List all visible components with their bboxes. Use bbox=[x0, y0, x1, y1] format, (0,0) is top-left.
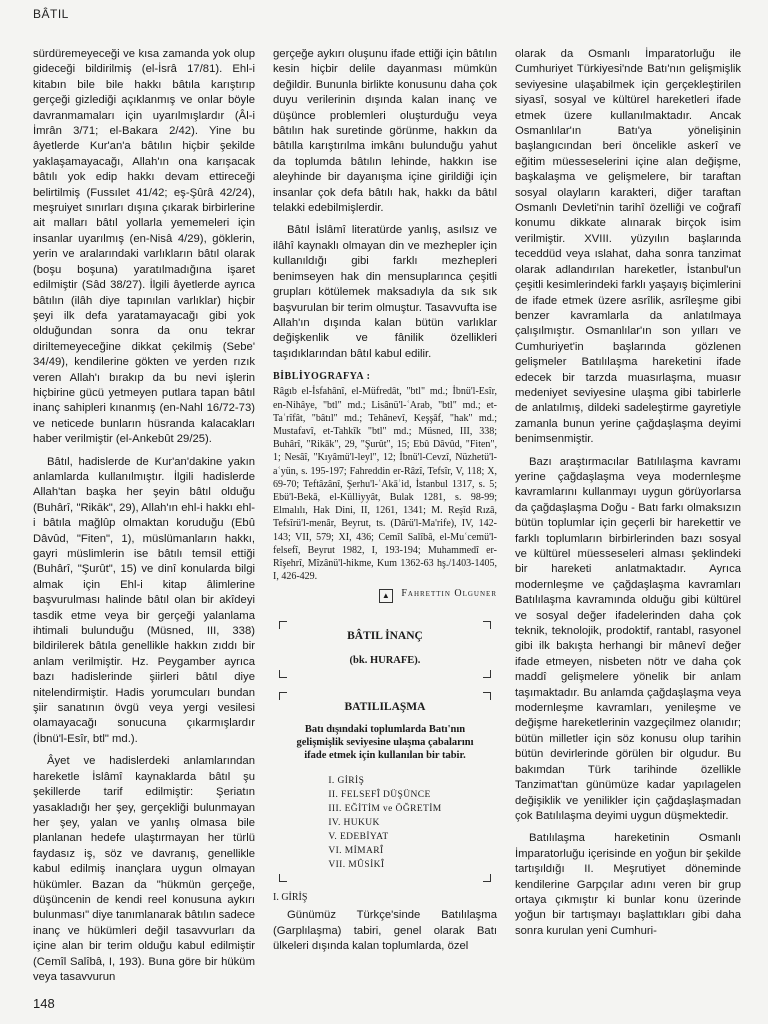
section-heading: I. GİRİŞ bbox=[273, 892, 308, 903]
entry-description: Batı dışındaki toplumlarda Batı'nın gelişmişlik seviyesine ulaşma çabalarını ifade etmek için kullanılan bir tabir. bbox=[296, 723, 474, 761]
column-middle bbox=[273, 47, 497, 955]
page-number: 148 bbox=[33, 996, 55, 1011]
toc-item: II. FELSEFÎ DÜŞÜNCE bbox=[328, 789, 431, 800]
entry-title: BÂTIL İNANÇ bbox=[347, 630, 423, 643]
entry-box-batililasma bbox=[279, 692, 491, 882]
encyclopedia-logo-icon: ▲ bbox=[379, 589, 393, 603]
paragraph: gerçeğe aykırı oluşunu ifade ettiği için bâtılın kesin hiçbir delile dayanması mümkün değildir. Bununla birlikte konusunu daha çok duyu verilerinin dışında kalan inanç ve düşünce problemleri oluşturduğu veya bâtılın hak suretinde görünme, hakkın da bâtılla karıştırılma imkânı bulunduğu yahut da toplumda bâtılın lehinde, hakkın ise aleyhinde bir dayanışma içine girildiği için insanlar çok defa bâtılı hak, hakkı da bâtıl telakki edebilmişlerdir. bbox=[273, 48, 497, 215]
entry-title: BATILILAŞMA bbox=[344, 701, 426, 714]
paragraph: Günümüz Türkçe'sinde Batılılaşma (Garplılaşma) tabiri, genel olarak Batı ülkeleri dışında kalan toplumlarda, özel bbox=[273, 909, 497, 953]
paragraph: Bâtıl, hadislerde de Kur'an'dakine yakın anlamlarda kullanılmıştır. İlgili hadislerde Allah'tan başka her şeyin bâtıl olduğu (Buhârî, "Rikāk", 29), Allah'ın ehl-i hakkı ehl-i bâtıla mağlûp olmaktan koruduğu (Ebû Dâvûd, "Fiten", 1), müslümanların hakkı, gayri müslimlerin ise bâtılı temsil ettiği (Buhârî, "Şurût", 15) ve dinî konularda bilgi almak için Ehl-i kitap âlimlerine başvurulması halinde bâtıl olan bir akîdeyi tasdik etme veya bir gerçeği yalanlama ihtimali bulunduğu (Müsned, III, 338) bildirilerek bâtıla genellikle hakkın zıddı bir anlam verilmiştir. Hz. Peygamber ayrıca bazı hadislerinde şiirleri bâtıl diye nitelendirmiştir. Hadis yorumcuları bundan şiir sanatının övgü veya yergi vesilesi olamayacağı sonucuna çıkarmışlardır (İbnü'l-Esîr, btl" md.). bbox=[33, 455, 255, 745]
toc-item: I. GİRİŞ bbox=[328, 775, 365, 786]
paragraph: Âyet ve hadislerdeki anlamlarından hareketle İslâmî kaynaklarda bâtıl şu şekillerde tarif edilmiştir: Şeriatın yasakladığı her şey, gerçekliği bulunmayan her şey, yalan ve yanlış olmasa bile planlanan hedefe ulaştırmayan her türlü faydasız iş, söz ve davranış, genellikle kabul edilmiş inançlara uygun olmayan hükümler. Bazan da "hükmün gerçeğe, düşüncenin de kendi reel konusuna aykırı bulunması" diye tanımlanarak bâtılın sadece inanç ve hükümleri değil tasavvurları da içine alan bir terim olduğu kabul edilmiştir (Cemîl Salîbâ, I, 193). Buna göre bir hüküm veya tasavvurun bbox=[33, 755, 255, 983]
column-right bbox=[515, 47, 741, 939]
running-head: BÂTIL bbox=[33, 7, 69, 21]
toc-item: III. EĞİTİM ve ÖĞRETİM bbox=[328, 803, 442, 814]
paragraph: Bazı araştırmacılar Batılılaşma kavramı yerine çağdaşlaşma veya modernleşme kavramlarını kullanmayı uygun görüyorlarsa da çağdaşlaşma Doğu - Batı farkı olmaksızın bütün toplumlar için geçerli bir harekettir ve farklı toplumların birbirlerinden bazı sosyal ve kültürel müesseseleri alması şeklindeki bir hareketi anlatmaktadır. Ayrıca modernleşme ve çağdaşlaşma kavramları Batılılaşma kavramında olduğu gibi kültürel ve sosyal değer ifadelerinden daha çok teknik, teknolojik, prodoktif, rantabl, rasyonel gibi ilk bakışta herhangi bir mânevî değer ifade etmeyen, nisbeten nötr ve daha çok maddî gelişmelere yönelik bir anlam taşımaktadır. Bu anlamda çağdaşlaşma veya modernleşme kavramları, yenileşme ve değişme hareketlerinin vazgeçilmez olanıdır; bütün milletler için söz konusu olup tarihin bütün devirlerinde görülen bir olgudur. Bu bakımdan Türk tarihinde özellikle Tanzimat'tan günümüze kadar yapılagelen değişiklik ve yenilikler için çağdaşlaşmadan çok Batılılaşma deyimi uygun düşmektedir. bbox=[515, 455, 741, 822]
column-left bbox=[33, 47, 255, 985]
bracket-corner bbox=[483, 670, 491, 678]
bibliography bbox=[273, 370, 497, 603]
table-of-contents bbox=[328, 774, 441, 872]
bracket-corner bbox=[279, 874, 287, 882]
paragraph: olarak da Osmanlı İmparatorluğu ile Cumhuriyet Türkiyesi'nde Batı'nın gelişmişlik seviyesine ulaşabilmek için gerçekleştirilen siyasî, sosyal ve kültürel hareketleri ifade etmek üzere kullanılmaktadır. Ancak Osmanlılar'ın Batı'ya yönelişinin başlangıcından beri öncelikle askerî ve eğitim müesseselerini içine alan değişme, başkalaşma ve gelişmelere, bir taraftan sosyal olayların karakteri, diğer taraftan Osmanlı Devleti'nin tarihî özelliği ve coğrafî konumu dikkate alınarak birçok isim verilmiştir. XVIII. yüzyılın başlarında teceddüd veya ıslahat, daha sonra tanzimat olarak adlandırılan hareketler, İstanbul'un çeşitli kesimlerindeki farklı yaşayış biçimlerini de ifade etmek üzere asrîlik, asrîleşme gibi benzer kavramlarla da anlatılmaya çalışılmıştır. Osmanlılar'ın son yılları ve Cumhuriyet'in başlarında gözlenen gelişmeler Batılılaşma hareketini ifade edecek bir tarzda muasırlaşma, muasır medeniyet seviyesine ulaşma gibi tabirlerle de anlatılmış, dildeki sadeleştirme gayretiyle zamanla bunun yerine çağdaşlaşma deyimi benimsenmiştir. bbox=[515, 48, 741, 446]
bibliography-title: BİBLİYOGRAFYA : bbox=[273, 371, 371, 383]
paragraph: Bâtıl İslâmî literatürde yanlış, asılsız ve ilâhî kaynaklı olmayan din ve mezhepler için kullanıldığı gibi farklı mezhepleri benimseyen hak din mensuplarınca çeşitli grupları kötülemek maksadıyla da sık sık başvurulan bir terim olmuştur. Tasavvufta ise Allah'ın dışında kalan bütün varlıklar değişkenlik ve fânilik özellikleri taşıdıklarından bâtıl kabul edilir. bbox=[273, 224, 497, 360]
toc-item: VII. MÛSİKÎ bbox=[328, 859, 385, 870]
toc-item: IV. HUKUK bbox=[328, 817, 380, 828]
paragraph: Batılılaşma hareketinin Osmanlı İmparatorluğu içerisinde en yoğun bir şekilde tartışıldığı II. Meşrutiyet döneminde kendilerine Garpçılar adını veren bir grup ortaya çıkmıştır ki bunlar konu üzerinde yoğun bir tartışmayı başlattıkları gibi daha sonra kurulan yeni Cumhuri- bbox=[515, 832, 741, 937]
toc-item: VI. MİMARÎ bbox=[328, 845, 384, 856]
bracket-corner bbox=[279, 692, 287, 700]
entry-box-batil-inanc bbox=[279, 621, 491, 678]
bracket-corner bbox=[483, 692, 491, 700]
bibliography-text: Râgıb el-İsfahânî, el-Müfredât, "btl" md.; İbnü'l-Esîr, en-Nihâye, "btl" md.; Lisânü'l-ʿArab, "btl" md.; et-Taʿrîfât, "bâtıl" md.; Tehânevî, Keşşâf, "hak" md.; Mustafavî, et-Tahkîk "btl" md.; Müsned, III, 338; Buhârî, "Rikāk", 29, "Şurût", 15; Ebû Dâvûd, "Fiten", 1; Nesâî, "Kıyâmü'l-leyl", 12; İbnü'l-Cevzî, Nüzhetü'l-aʿyün, s. 195-197; Fahreddin er-Râzî, Tefsîr, V, 118; X, 69-70; Teftâzânî, Şerhu'l-ʿAkāʾid, İstanbul 1317, s. 5; Ebü'l-Bekā, el-Külliyyât, Bulak 1281, s. 98-99; Elmalılı, Hak Dini, II, 1261, 1341; M. Reşîd Rızâ, Tefsîrü'l-menâr, Beyrut, ts. (Dârü'l-Ma'rife), IV, 142-143; VII, 579; XI, 436; Cemîl Salîbâ, el-Muʿcemü'l-felsefî, Beyrut 1982, I, 193-194; Muhammedî er-Rîşehrî, Mîzânü'l-hikme, Kum 1362-63 hş./1403-1405, I, 426-429. bbox=[273, 386, 497, 583]
author-name: Fahrettin Olguner bbox=[401, 588, 497, 600]
bracket-corner bbox=[279, 621, 287, 629]
bracket-corner bbox=[483, 621, 491, 629]
paragraph: sürdüremeyeceği ve kısa zamanda yok olup gideceği bildirilmiş (el-İsrâ 17/81). Ehl-i kitabın bile bile hakkı bâtıla karıştırıp gerçeği gizlediği açıklanmış ve onlar böyle davranmamaları için uyarılmışlardır (Âl-i İmrân 3/71; el-Bakara 2/42). Yine bu âyetlerde Kur'an'a bâtılın hiçbir şekilde yaklaşamayacağı, Allah'ın ona karışacak bâtılı yok edip hakkı devam ettireceği belirtilmiş (Fussılet 41/42; eş-Şûrâ 42/24), meşruiyet sınırları dışına çıkarak birbirlerine ait malları bâtıl yollarla yememeleri için insanlar uyarılmış (en-Nisâ 4/29), göklerin, yerin ve aralarındaki varlıkların bâtıl olarak (boşu boşuna) yaratılmadığına işaret edilmiştir (Sâd 38/27). İlgili âyetlerde ayrıca bâtılın (ilâh diye tapınılan varlıklar) hiçbir şeyi ilk defa yaratamayacağı gibi yok olduğundan sonra da onu tekrar diriltemeyeceğine dikkat çekilmiş (Sebe' 34/49), kendilerine gökten ve yerden rızık veren Allah'ı bırakıp da bu nevi işlerin hiçbirine gücü yetmeyen putlara tapan bâtıl inanç sahipleri kınanmış (en-Nahl 16/72-73) ve neticede bunların hüsranda kalacakları haber verilmiştir (el-Ankebût 29/25). bbox=[33, 48, 255, 446]
bracket-corner bbox=[483, 874, 491, 882]
cross-reference: (bk. HURAFE). bbox=[349, 654, 421, 666]
bracket-corner bbox=[279, 670, 287, 678]
author-signature bbox=[273, 587, 497, 603]
toc-item: V. EDEBİYAT bbox=[328, 831, 389, 842]
